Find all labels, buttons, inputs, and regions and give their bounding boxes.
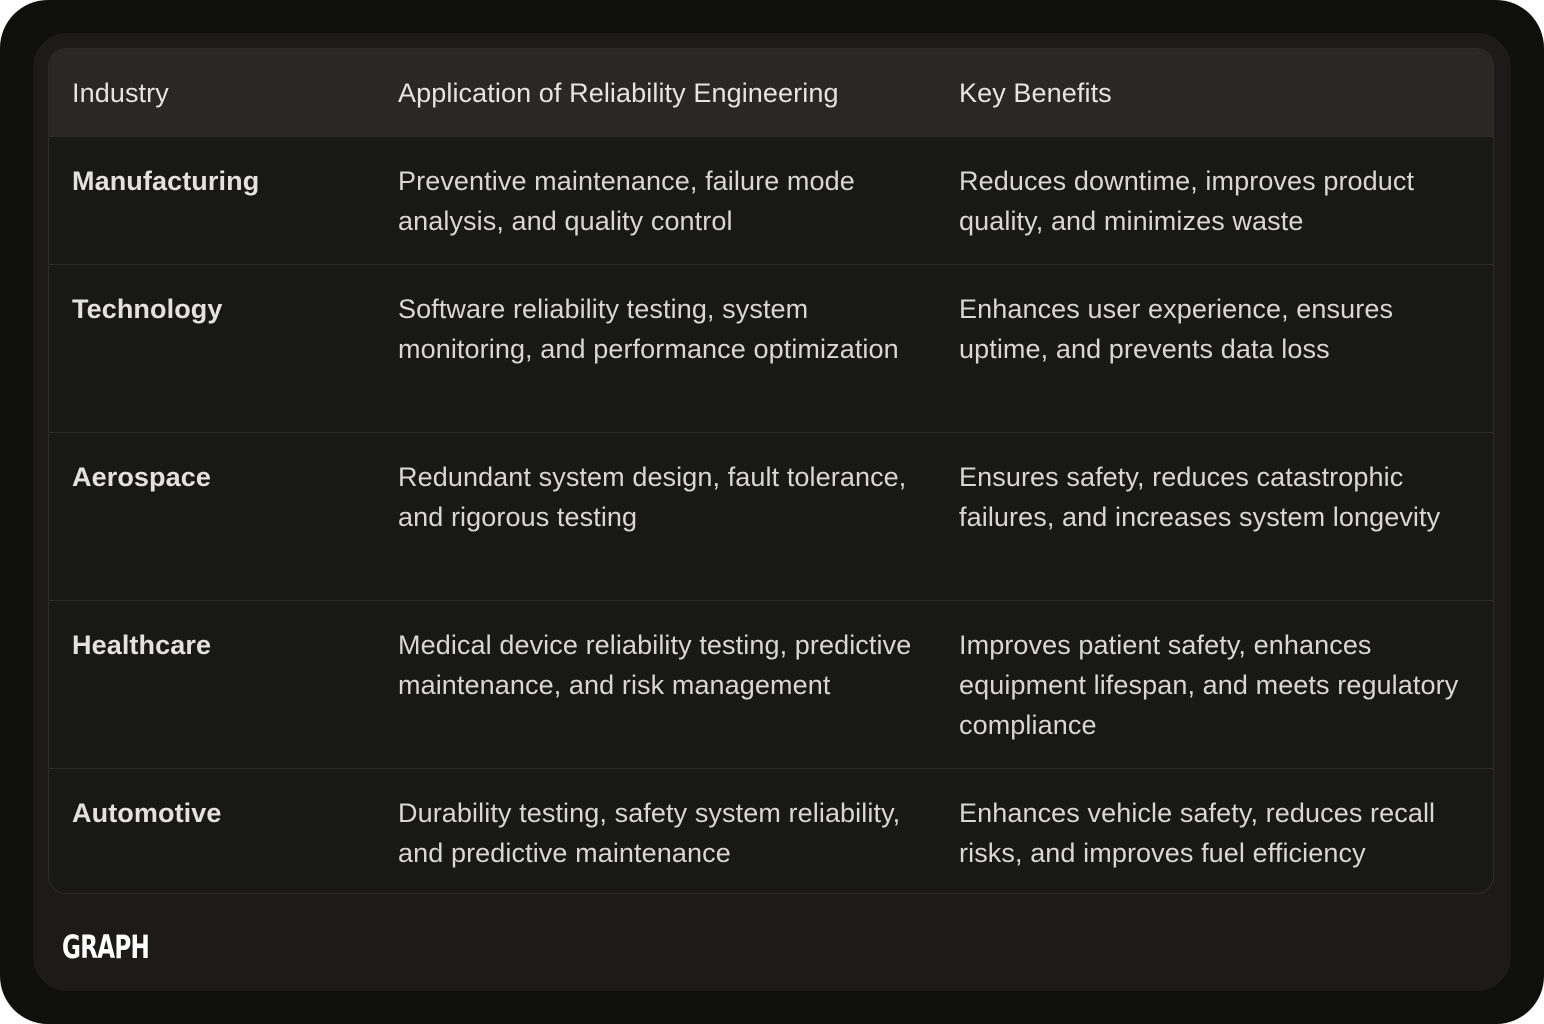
benefits-cell: Enhances vehicle safety, reduces recall risks, and improves fuel efficiency [959, 798, 1436, 868]
table-row [49, 432, 1493, 600]
industry-cell: Manufacturing [72, 166, 260, 196]
application-cell: Redundant system design, fault tolerance, and rigorous testing [398, 462, 907, 532]
benefits-cell: Reduces downtime, improves product quality, and minimizes waste [959, 166, 1415, 236]
industry-cell: Automotive [72, 798, 222, 828]
industry-cell: Technology [72, 294, 223, 324]
industry-cell: Aerospace [72, 462, 211, 492]
content-panel [33, 33, 1511, 991]
table-header-row [49, 49, 1493, 136]
application-cell: Software reliability testing, system monitoring, and performance optimization [398, 294, 899, 364]
benefits-cell: Ensures safety, reduces catastrophic failures, and increases system longevity [959, 462, 1441, 532]
table-row [49, 600, 1493, 768]
benefits-cell: Enhances user experience, ensures uptime, and prevents data loss [959, 294, 1394, 364]
benefits-cell: Improves patient safety, enhances equipment lifespan, and meets regulatory compliance [959, 630, 1459, 740]
graph-logo: GRAPH [62, 928, 150, 966]
table-row [49, 136, 1493, 264]
application-cell: Medical device reliability testing, predictive maintenance, and risk management [398, 630, 912, 700]
application-cell: Preventive maintenance, failure mode analysis, and quality control [398, 166, 855, 236]
industry-cell: Healthcare [72, 630, 212, 660]
header-industry: Industry [72, 78, 169, 108]
table-row [49, 768, 1493, 894]
table-row [49, 264, 1493, 432]
application-cell: Durability testing, safety system reliability, and predictive maintenance [398, 798, 901, 868]
comparison-table [48, 48, 1494, 894]
header-application: Application of Reliability Engineering [398, 78, 839, 108]
header-key-benefits: Key Benefits [959, 78, 1112, 108]
